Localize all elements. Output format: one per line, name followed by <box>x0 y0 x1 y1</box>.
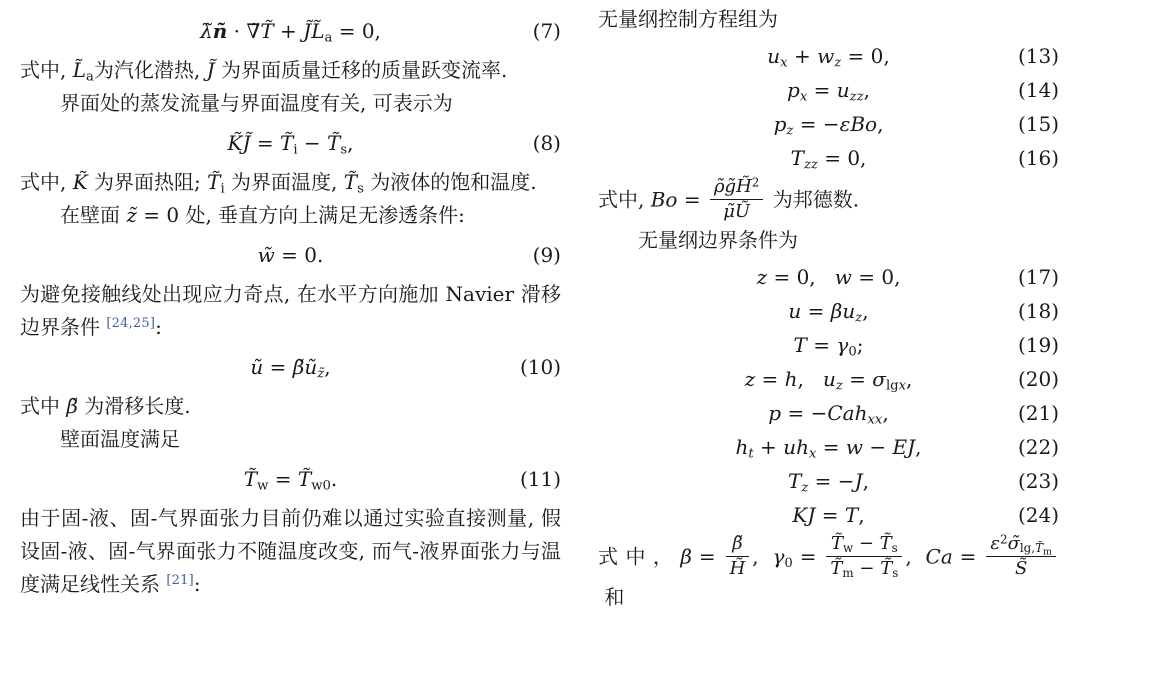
paragraph-evaporation-flux: 界面处的蒸发流量与界面温度有关, 可表示为 <box>60 91 453 115</box>
equation-number: (18) <box>1017 299 1059 324</box>
paragraph-thermal-resistance: 式中, K̃ 为界面热阻; $T̃_i$ 为界面温度, $T̃_s$ 为液体的饱和温度. <box>20 170 537 197</box>
equation-19 <box>598 331 1059 359</box>
equation-body: $p_z = -\varepsilon Bo$, <box>773 112 884 139</box>
paragraph-parameter-definitions: 式 中 ， β = $\frac{\betã}{H̃}$ , $\gamma_0$ = $\frac{T̃_w - T̃_s}{T̃_m - T̃_s}$ , Ca = $\frac{\varepsilon^2\sigmã_{lg,T̃_m}}{S̃}$ 和 <box>598 535 1059 614</box>
equation-body: KJ = T, <box>792 503 865 528</box>
equation-10 <box>20 353 561 381</box>
equation-body: $p_x = u_{zz}$, <box>787 78 870 105</box>
equation-18 <box>598 297 1059 325</box>
equation-body: ũ = $\betãũ_{z̃}$, <box>250 355 331 382</box>
paragraph-surface-tension <box>20 502 561 601</box>
equation-13 <box>598 42 1059 70</box>
equation-number: (9) <box>532 243 561 267</box>
equation-number: (21) <box>1017 401 1059 426</box>
paragraph-boundary-conditions: 无量纲边界条件为 <box>638 228 798 253</box>
equation-number: (11) <box>519 467 561 491</box>
equation-number: (15) <box>1017 112 1059 136</box>
paragraph-wall-no-penetration: 在壁面 z̃ = 0 处, 垂直方向上满足无渗透条件: <box>60 203 465 227</box>
paragraph-bond-number: 式中, Bo = $\frac{\rhõg̃H̃^2}{\mũŨ}$ 为邦德数. <box>598 175 860 222</box>
equation-number: (20) <box>1017 367 1059 392</box>
equation-body: $T̃_w$ = $T̃_{w0}$. <box>243 467 338 494</box>
equation-16 <box>598 144 1059 172</box>
equation-number: (10) <box>519 355 561 379</box>
equation-23 <box>598 467 1059 495</box>
equation-number: (8) <box>532 131 561 155</box>
equation-body: λ̃ñ · ∇̃T̃ + $J̃L̃_a = 0$, <box>200 19 381 46</box>
paragraph-text: 由于固-液、固-气界面张力目前仍难以通过实验直接测量, 假设固-液、固-气界面张力不随温度改变, 而气-液界面张力与温度满足线性关系 <box>20 506 561 596</box>
equation-14 <box>598 76 1059 104</box>
equation-body: z = h, $u_z = \sigma_{lgx}$, <box>744 367 913 394</box>
equation-body: w̃ = 0. <box>257 243 324 267</box>
equation-number: (23) <box>1017 469 1059 494</box>
equation-body: $T_z = -J$, <box>788 469 869 496</box>
equation-number: (13) <box>1017 44 1059 68</box>
equation-body: $u_x + w_z = 0$, <box>767 44 890 71</box>
citation-link-21[interactable]: [21] <box>166 573 194 588</box>
equation-body: $u = \beta u_z$, <box>788 299 869 326</box>
equation-number: (16) <box>1017 146 1059 170</box>
paragraph-text: 为避免接触线处出现应力奇点, 在水平方向施加 Navier 滑移边界条件 <box>20 282 561 339</box>
equation-number: (19) <box>1017 333 1059 358</box>
paragraph-navier-slip <box>20 278 561 344</box>
equation-number: (14) <box>1017 78 1059 102</box>
equation-body: p = −Cah$_{xx}$, <box>768 401 889 428</box>
paragraph-governing-equations: 无量纲控制方程组为 <box>598 7 778 31</box>
equation-17 <box>598 263 1059 291</box>
equation-8 <box>20 129 561 157</box>
equation-15 <box>598 110 1059 138</box>
left-column <box>20 8 561 601</box>
paragraph-wall-temperature: 壁面温度满足 <box>60 427 180 451</box>
paragraph-latent-heat: 式中, $L̃_a$为汽化潜热, J̃ 为界面质量迁移的质量跃变流率. <box>20 58 508 85</box>
equation-7 <box>20 17 561 45</box>
equation-body: $h_t + uh_x = w$ − EJ, <box>735 435 922 462</box>
equation-body: K̃J̃ = $T̃_i$ − $T̃_s$, <box>227 131 354 158</box>
equation-22 <box>598 433 1059 461</box>
citation-link-24-25[interactable]: [24,25] <box>106 316 156 331</box>
right-column <box>598 3 1059 614</box>
equation-9 <box>20 241 561 269</box>
equation-number: (22) <box>1017 435 1059 460</box>
equation-body: $T_{zz} = 0$, <box>790 146 867 173</box>
equation-24 <box>598 501 1059 529</box>
paragraph-text: : <box>193 572 201 596</box>
equation-body: z = 0, w = 0, <box>756 265 901 290</box>
paragraph-slip-length: 式中 β̃ 为滑移长度. <box>20 394 191 418</box>
equation-body: $T = \gamma_0$; <box>793 333 864 360</box>
equation-number: (17) <box>1017 265 1059 290</box>
equation-number: (24) <box>1017 503 1059 528</box>
equation-20 <box>598 365 1059 393</box>
equation-21 <box>598 399 1059 427</box>
paragraph-text: : <box>155 315 162 339</box>
equation-11 <box>20 465 561 493</box>
equation-number: (7) <box>532 19 561 43</box>
